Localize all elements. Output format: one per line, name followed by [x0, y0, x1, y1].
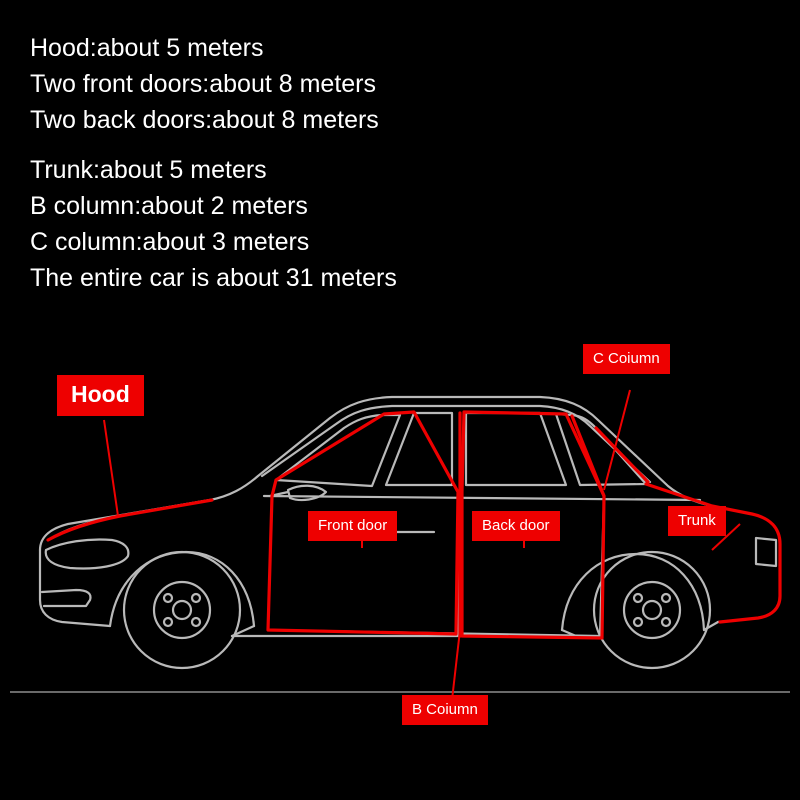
roof-rear-trim: [596, 428, 648, 482]
spec-line-back-doors: Two back doors:about 8 meters: [30, 106, 379, 134]
callout-trunk[interactable]: Trunk: [668, 506, 726, 536]
callout-c-column[interactable]: C Coiumn: [583, 344, 670, 374]
leader-b-column: [452, 630, 460, 700]
spec-line-trunk: Trunk:about 5 meters: [30, 156, 267, 184]
callout-front-door[interactable]: Front door: [308, 511, 397, 541]
leader-lines: [104, 390, 740, 700]
front-wheel: [124, 552, 240, 668]
spec-line-total: The entire car is about 31 meters: [30, 264, 397, 292]
spec-line-b-column: B column:about 2 meters: [30, 192, 308, 220]
spec-line-front-doors: Two front doors:about 8 meters: [30, 70, 377, 98]
callout-hood[interactable]: Hood: [57, 375, 144, 416]
spec-group-divider: [30, 138, 650, 152]
callout-back-door[interactable]: Back door: [472, 511, 560, 541]
specs-text-block: [30, 30, 650, 296]
spec-line-hood: Hood:about 5 meters: [30, 34, 264, 62]
hood-trim: [48, 500, 212, 540]
spec-line-c-column: C column:about 3 meters: [30, 228, 310, 256]
rear-wheel: [594, 552, 710, 668]
callout-b-column[interactable]: B Coiumn: [402, 695, 488, 725]
leader-hood: [104, 420, 118, 516]
